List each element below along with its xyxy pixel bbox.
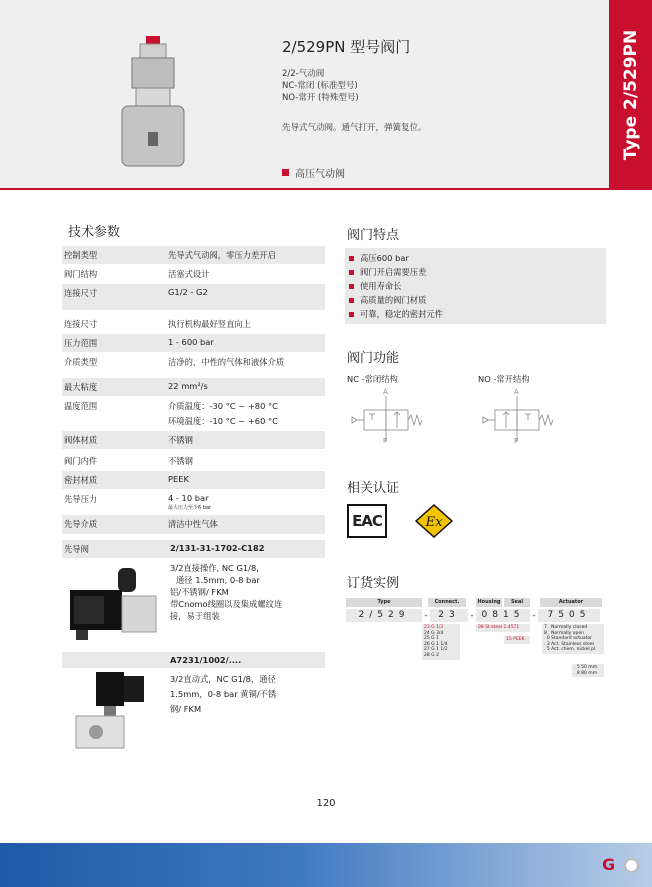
atex-ex-icon (414, 503, 454, 539)
feature-text: 可靠，稳定的密封元件 (360, 309, 443, 319)
list-item (349, 265, 602, 279)
nc-port-a: A (383, 388, 388, 396)
param-value: 活塞式设计 (168, 269, 210, 279)
pilot-valve-2-image (62, 668, 162, 758)
type-label: Type 2/529PN (620, 29, 641, 161)
option-item: . 8 80 mm (574, 670, 598, 676)
feature-text: 阀门开启需要压差 (360, 267, 427, 277)
no-schematic (481, 388, 571, 452)
pilot-header (62, 540, 325, 558)
pilot-code: A7231/1002/.... (170, 655, 242, 665)
table-row (62, 334, 325, 353)
param-value-group (166, 397, 325, 430)
list-item (349, 279, 602, 293)
order-code-housing-seal: 0815 (476, 609, 530, 622)
pilot-label: 先导阀 (64, 544, 89, 554)
pilot-label-blank (64, 655, 170, 665)
svg-text:Ex: Ex (425, 515, 443, 530)
param-key: 阀体材质 (64, 435, 98, 445)
no-port-a: A (514, 388, 519, 396)
param-value: 洁净的，中性的气体和液体介质 (168, 357, 285, 367)
pilot-line: 1.5mm，0-8 bar 黄铜/不锈 (170, 689, 277, 699)
option-item: . 5 Act. chem. nickel pl. (544, 647, 597, 653)
option-item: 25 G 1 (424, 636, 439, 642)
subtitle-line: NO-常开 (特殊型号) (282, 93, 359, 103)
feature-text: 高质量的阀门材质 (360, 295, 427, 305)
param-value: 执行机构最好竖直向上 (168, 319, 251, 329)
pilot-line: 通径 1.5mm, 0-8 bar (176, 575, 260, 585)
param-value: 22 mm²/s (168, 381, 208, 391)
option-item: 15 PEEK (506, 637, 525, 642)
pilot-valve-1 (62, 540, 325, 622)
param-key: 阀门结构 (64, 269, 98, 279)
table-row (62, 246, 325, 265)
option-item: 08 St.steel 1.4571 (478, 625, 520, 630)
valve-description: 先导式气动阀。通气打开，弹簧复位。 (282, 123, 427, 133)
red-square-icon (282, 169, 289, 176)
bullet-icon (349, 312, 354, 317)
subtitle-line: NC-常闭 (标准型号) (282, 81, 358, 91)
table-row (62, 353, 325, 378)
bullet-icon (349, 270, 354, 275)
category-text: 高压气动阀 (295, 169, 345, 180)
param-value: 不锈钢 (168, 456, 193, 466)
list-item (349, 307, 602, 321)
pilot-line: 钢/ FKM (170, 704, 202, 714)
order-code-actuator: 7505 (538, 609, 600, 622)
table-row (62, 431, 325, 450)
param-value: 环境温度：-10 °C ~ +60 °C (168, 416, 278, 426)
order-code-connect: 23 (430, 609, 468, 622)
table-row (62, 490, 325, 515)
pilot-body (62, 558, 325, 622)
order-section-title: 订货实例 (347, 576, 400, 591)
order-code-row (346, 609, 606, 622)
eac-logo: EAC (347, 504, 387, 538)
order-header-housing: Housing (477, 599, 501, 605)
page-number: 120 (316, 798, 336, 809)
order-dash: - (532, 610, 536, 621)
bullet-icon (349, 284, 354, 289)
option-item: . 3 Act. Stainless steel (544, 641, 594, 647)
table-row (62, 378, 325, 397)
pilot-valve-1-image (62, 558, 162, 648)
seal-options (504, 636, 530, 644)
pilot-line: 3/2直接操作, NC G1/8, (170, 563, 259, 573)
pilot-valve-2 (62, 652, 325, 717)
param-note: 最大压力至少6 bar (168, 505, 212, 511)
order-code-type: 2/529 (346, 609, 422, 622)
param-key: 密封材质 (64, 475, 98, 485)
table-row (62, 265, 325, 284)
features-list (345, 248, 606, 324)
brand-logo-icon: G (602, 855, 616, 874)
feature-text: 使用寿命长 (360, 281, 402, 291)
option-item: 24 G 3/4 (424, 630, 444, 636)
tech-params-table (62, 246, 325, 535)
size-options (572, 664, 604, 677)
pilot-line: 3/2直动式，NC G1/8，通径 (170, 674, 276, 684)
param-value: 清洁中性气体 (168, 519, 218, 529)
pilot-code: 2/131-31-1702-C182 (170, 543, 265, 553)
param-key: 压力范围 (64, 338, 98, 348)
param-key: 连接尺寸 (64, 288, 98, 298)
param-value: 先导式气动阀，零压力差开启 (168, 250, 276, 260)
table-row (62, 397, 325, 431)
pilot-line: 接，易于组装 (170, 611, 220, 621)
valve-subtitles (282, 68, 359, 104)
order-header-connect: Connect. (428, 598, 466, 607)
bullet-icon (349, 256, 354, 261)
subtitle-line: 2/2-气动阀 (282, 69, 325, 79)
param-key: 先导压力 (64, 494, 98, 504)
option-item: 26 G 1 1/4 (424, 641, 448, 647)
order-header-row (346, 598, 606, 607)
header-panel (0, 0, 652, 190)
param-value: 不锈钢 (168, 435, 193, 445)
param-value: PEEK (168, 474, 189, 484)
no-label: NO -常开结构 (478, 374, 530, 384)
page-title: 2/529PN 型号阀门 (282, 38, 411, 56)
option-item: . 5 50 mm (574, 665, 598, 670)
param-value-group (166, 490, 325, 514)
table-row (62, 450, 325, 471)
param-value: 介质温度：-30 °C ~ +80 °C (168, 401, 278, 411)
order-header-seal: Seal (504, 598, 530, 607)
nc-port-p: P (383, 437, 388, 445)
order-dash: - (424, 610, 428, 621)
header-divider (0, 188, 609, 190)
pilot-line: 铝/不锈钢/ FKM (170, 587, 229, 597)
order-example (346, 598, 606, 676)
nc-label: NC -常闭结构 (347, 374, 398, 384)
table-row (62, 515, 325, 535)
table-row (62, 311, 325, 334)
table-row (62, 284, 325, 311)
bullet-icon (349, 298, 354, 303)
footer-band (0, 843, 652, 887)
cert-section-title: 相关认证 (347, 481, 400, 496)
option-item: . 0 Standard actuator (544, 636, 593, 642)
option-item: 23 G 1/2 (424, 625, 444, 630)
pilot-line: 带Cnomo线圈以及集成螺纹连 (170, 599, 283, 609)
no-port-p: P (514, 437, 519, 445)
table-row (62, 471, 325, 490)
type-band (609, 0, 652, 190)
actuator-options (542, 624, 604, 654)
order-dash: - (470, 610, 474, 621)
param-key: 控制类型 (64, 250, 98, 260)
list-item (349, 251, 602, 265)
nc-schematic (350, 388, 440, 452)
feature-text: 高压600 bar (360, 253, 409, 263)
param-key: 阀门内件 (64, 456, 98, 466)
category-label (282, 165, 345, 180)
option-item: 27 G 1 1/2 (424, 647, 448, 653)
param-value: G1/2 - G2 (168, 287, 208, 297)
function-section-title: 阀门功能 (347, 351, 400, 366)
param-key: 最大粘度 (64, 382, 98, 392)
features-section-title: 阀门特点 (347, 228, 400, 243)
list-item (349, 293, 602, 307)
pilot-header (62, 652, 325, 668)
param-key: 温度范围 (64, 401, 98, 411)
param-key: 介质类型 (64, 357, 98, 367)
tech-section-title: 技术参数 (68, 225, 121, 240)
option-item: 8 . Normally open (544, 630, 585, 636)
housing-options (476, 624, 530, 632)
param-key: 连接尺寸 (64, 319, 98, 329)
connect-options (422, 624, 460, 660)
order-header-type: Type (346, 598, 422, 607)
param-key: 先导介质 (64, 519, 98, 529)
option-item: 7 . Normally closed (544, 625, 588, 630)
order-header-actuator: Actuator (540, 598, 602, 607)
param-value: 1 - 600 bar (168, 337, 214, 347)
valve-product-image (118, 36, 188, 176)
param-value: 4 - 10 bar (168, 493, 209, 503)
option-item: 28 G 2 (424, 652, 439, 658)
pilot-body (62, 668, 325, 717)
circle-icon (624, 858, 639, 873)
